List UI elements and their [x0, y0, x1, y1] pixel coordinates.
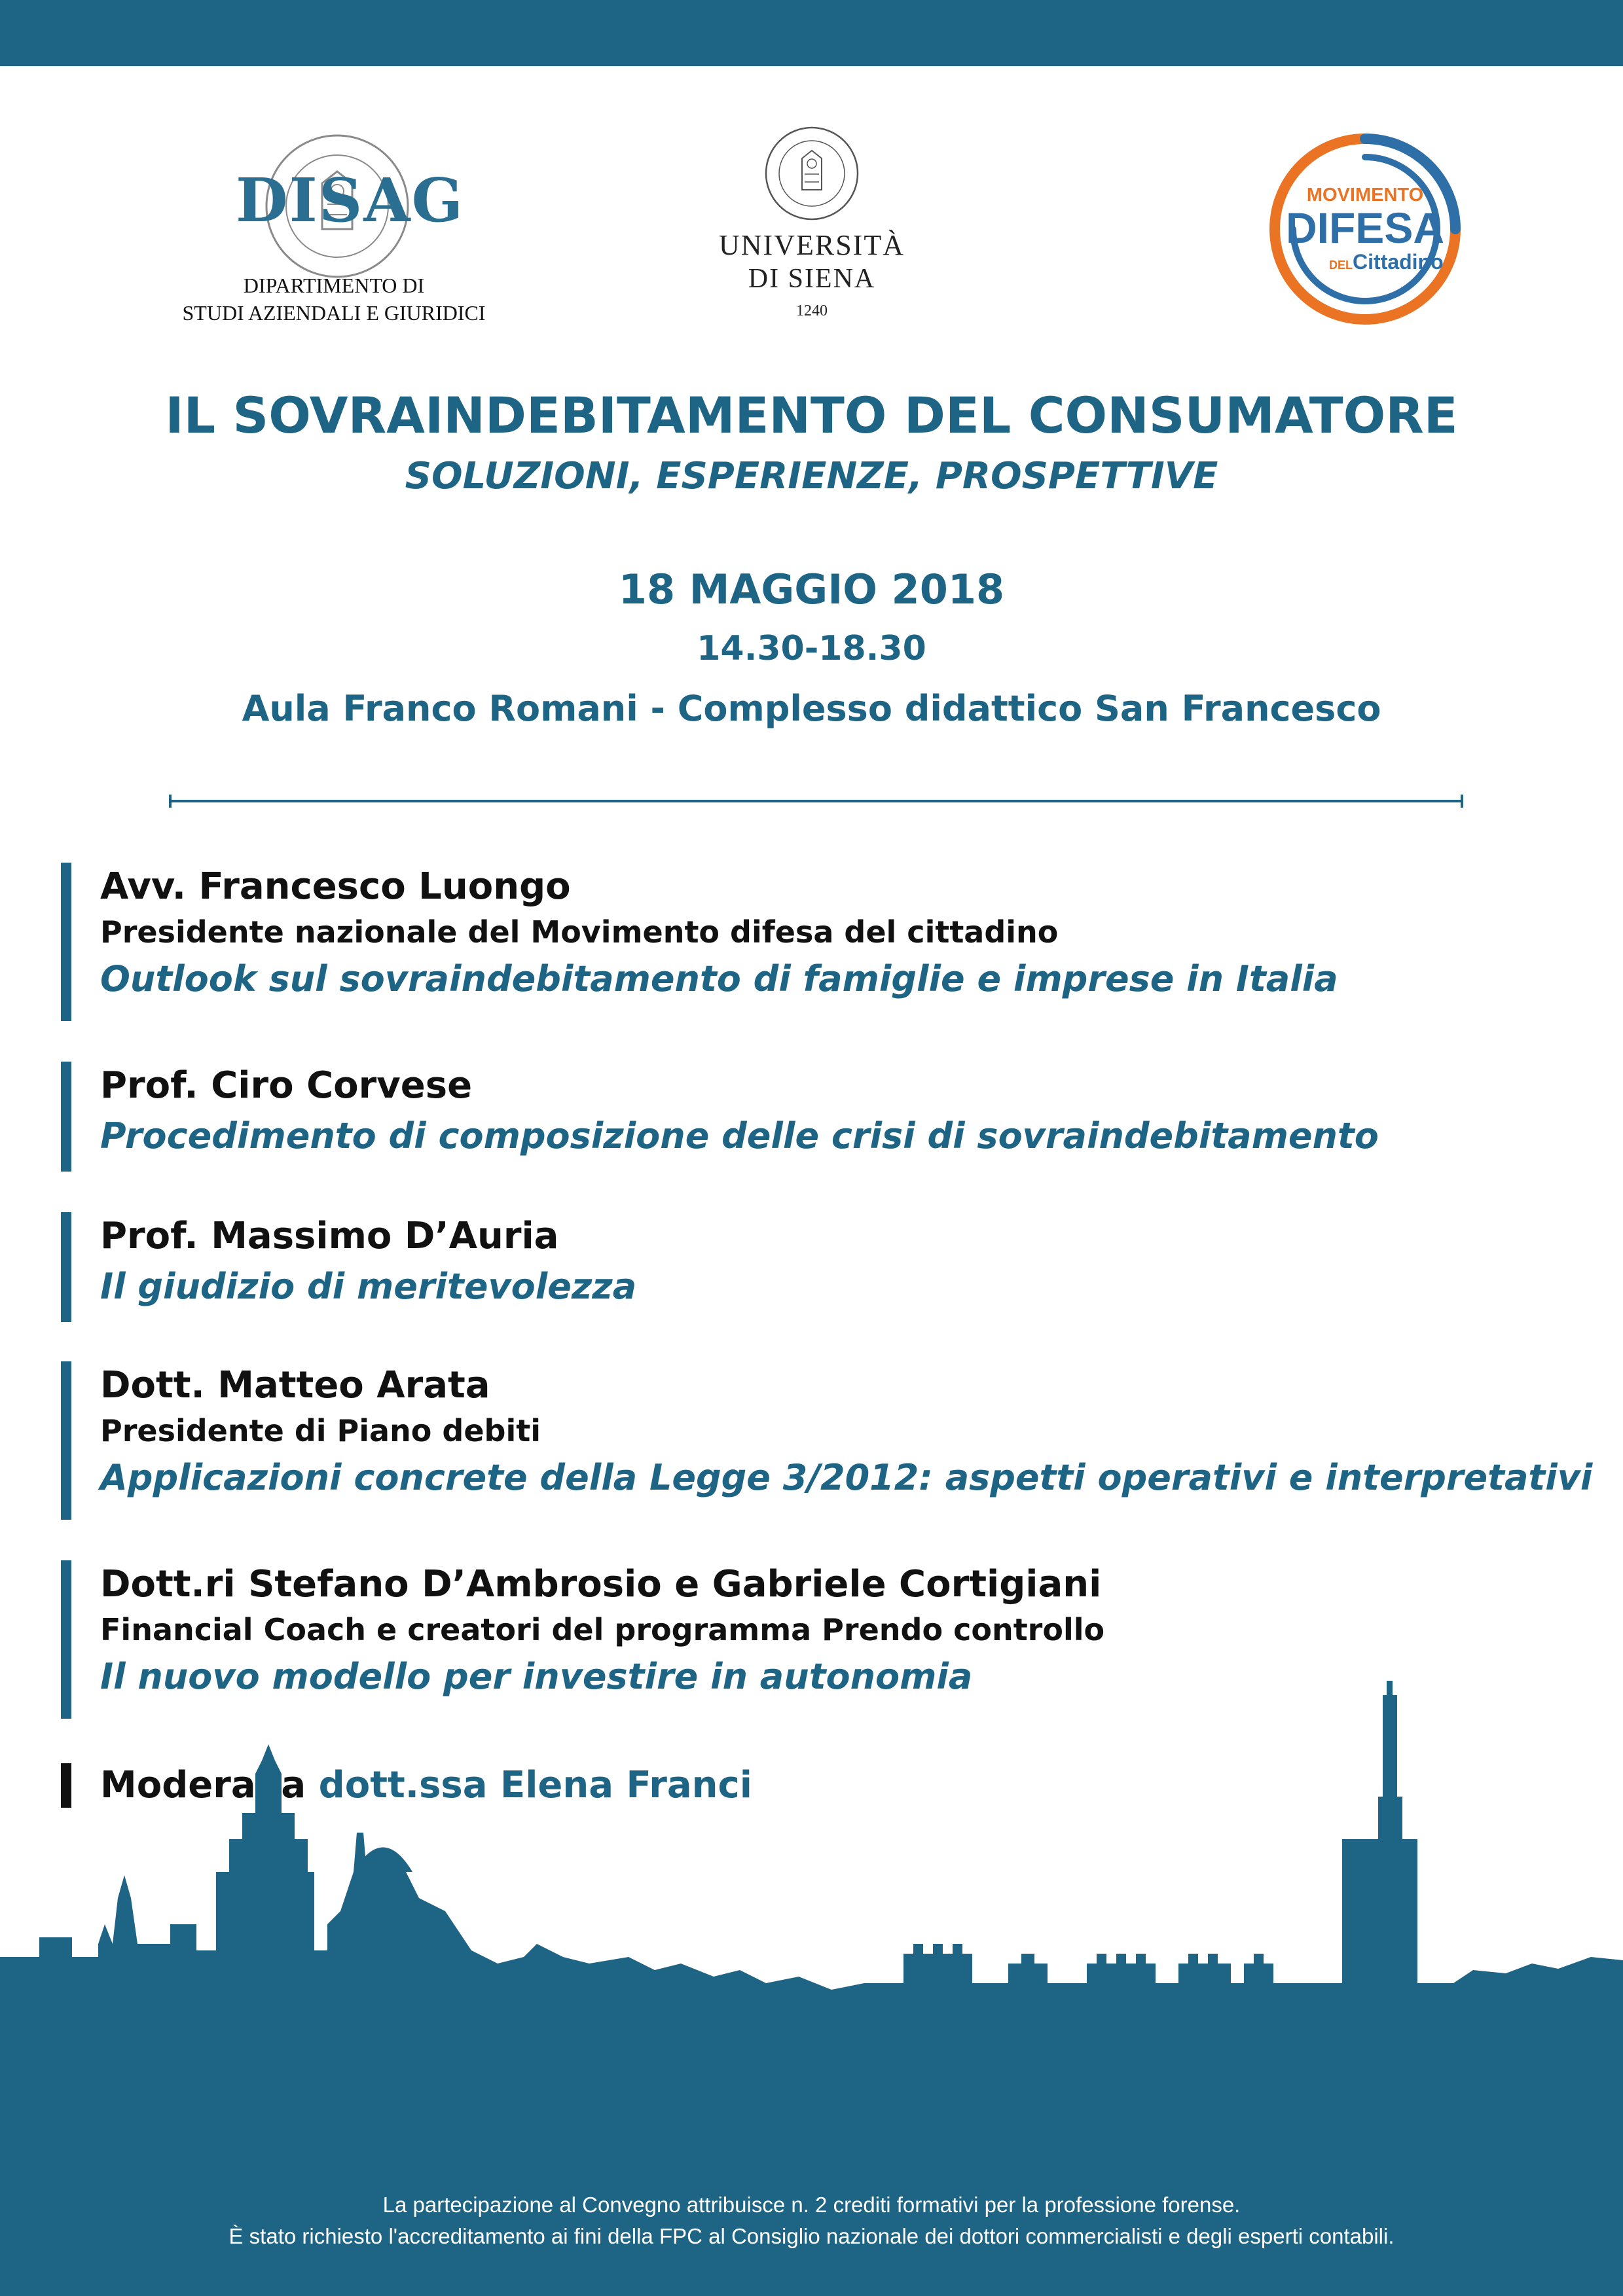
speaker-name: Dott.ri Stefano D’Ambrosio e Gabriele Cortigiani	[100, 1563, 1102, 1605]
speaker-talk: Outlook sul sovraindebitamento di famiglie e imprese in Italia	[100, 958, 1338, 999]
unisi-year: 1240	[796, 302, 828, 319]
speaker-accent-bar	[61, 1361, 71, 1520]
speaker-talk: Il nuovo modello per investire in autonomia	[100, 1656, 973, 1697]
mdc-word-cittadino-text: Cittadino	[1353, 250, 1444, 274]
mdc-word-movimento: MOVIMENTO	[1306, 185, 1424, 206]
footer-accreditation-note: È stato richiesto l'accreditamento ai fini della FPC al Consiglio nazionale dei dottori commercialisti e degli esperti contabili.	[228, 2224, 1395, 2248]
disag-logo	[164, 131, 504, 340]
speaker-accent-bar	[61, 1062, 71, 1172]
disag-wordmark: DISAG	[236, 165, 465, 236]
unisi-city: DI SIENA	[748, 264, 876, 294]
disag-caption-line1: DIPARTIMENTO DI	[243, 274, 425, 297]
top-band	[0, 0, 1623, 66]
moderator-prefix: Modera la	[100, 1764, 319, 1806]
mdc-word-difesa: DIFESA	[1285, 204, 1445, 252]
speaker-talk: Applicazioni concrete della Legge 3/2012: aspetti operativi e interpretativi	[100, 1457, 1593, 1498]
mdc-word-del: DEL	[1329, 259, 1353, 272]
speaker-name: Dott. Matteo Arata	[100, 1364, 490, 1407]
speaker-accent-bar	[61, 863, 71, 1021]
event-date: 18 MAGGIO 2018	[618, 565, 1005, 613]
event-time: 14.30-18.30	[697, 629, 926, 668]
speaker-name: Prof. Ciro Corvese	[100, 1064, 473, 1107]
speaker-block	[61, 863, 1593, 1021]
speaker-talk: Procedimento di composizione delle crisi di sovraindebitamento	[100, 1115, 1379, 1157]
moderator-name: dott.ssa Elena Franci	[318, 1764, 752, 1806]
footer-credits-note: La partecipazione al Convegno attribuisce n. 2 crediti formativi per la professione forense.	[382, 2193, 1241, 2217]
disag-caption-line2: STUDI AZIENDALI E GIURIDICI	[182, 301, 486, 325]
speaker-accent-bar	[61, 1212, 71, 1322]
speaker-role: Financial Coach e creatori del programma Prendo controllo	[100, 1612, 1105, 1647]
speaker-name: Avv. Francesco Luongo	[100, 865, 571, 908]
divider-cap-left	[169, 795, 172, 808]
speaker-talk: Il giudizio di meritevolezza	[100, 1266, 637, 1307]
event-subtitle: SOLUZIONI, ESPERIENZE, PROSPETTIVE	[405, 455, 1218, 497]
mdc-logo	[1267, 131, 1463, 327]
disag-caption	[164, 272, 504, 327]
university-seal-icon	[763, 124, 861, 223]
speaker-name: Prof. Massimo D’Auria	[100, 1215, 559, 1257]
speaker-role: Presidente di Piano debiti	[100, 1413, 541, 1448]
speaker-block	[61, 1062, 1593, 1172]
speaker-block	[61, 1212, 1593, 1322]
event-venue: Aula Franco Romani - Complesso didattico San Francesco	[242, 688, 1381, 729]
unisi-logo	[694, 124, 930, 334]
divider-line	[170, 800, 1462, 802]
speaker-role: Presidente nazionale del Movimento difesa del cittadino	[100, 914, 1059, 950]
unisi-name: UNIVERSITÀ	[719, 229, 905, 261]
event-title: IL SOVRAINDEBITAMENTO DEL CONSUMATORE	[165, 386, 1458, 444]
divider-cap-right	[1461, 795, 1463, 808]
mdc-word-cittadino	[1329, 250, 1467, 274]
speaker-block	[61, 1361, 1593, 1520]
